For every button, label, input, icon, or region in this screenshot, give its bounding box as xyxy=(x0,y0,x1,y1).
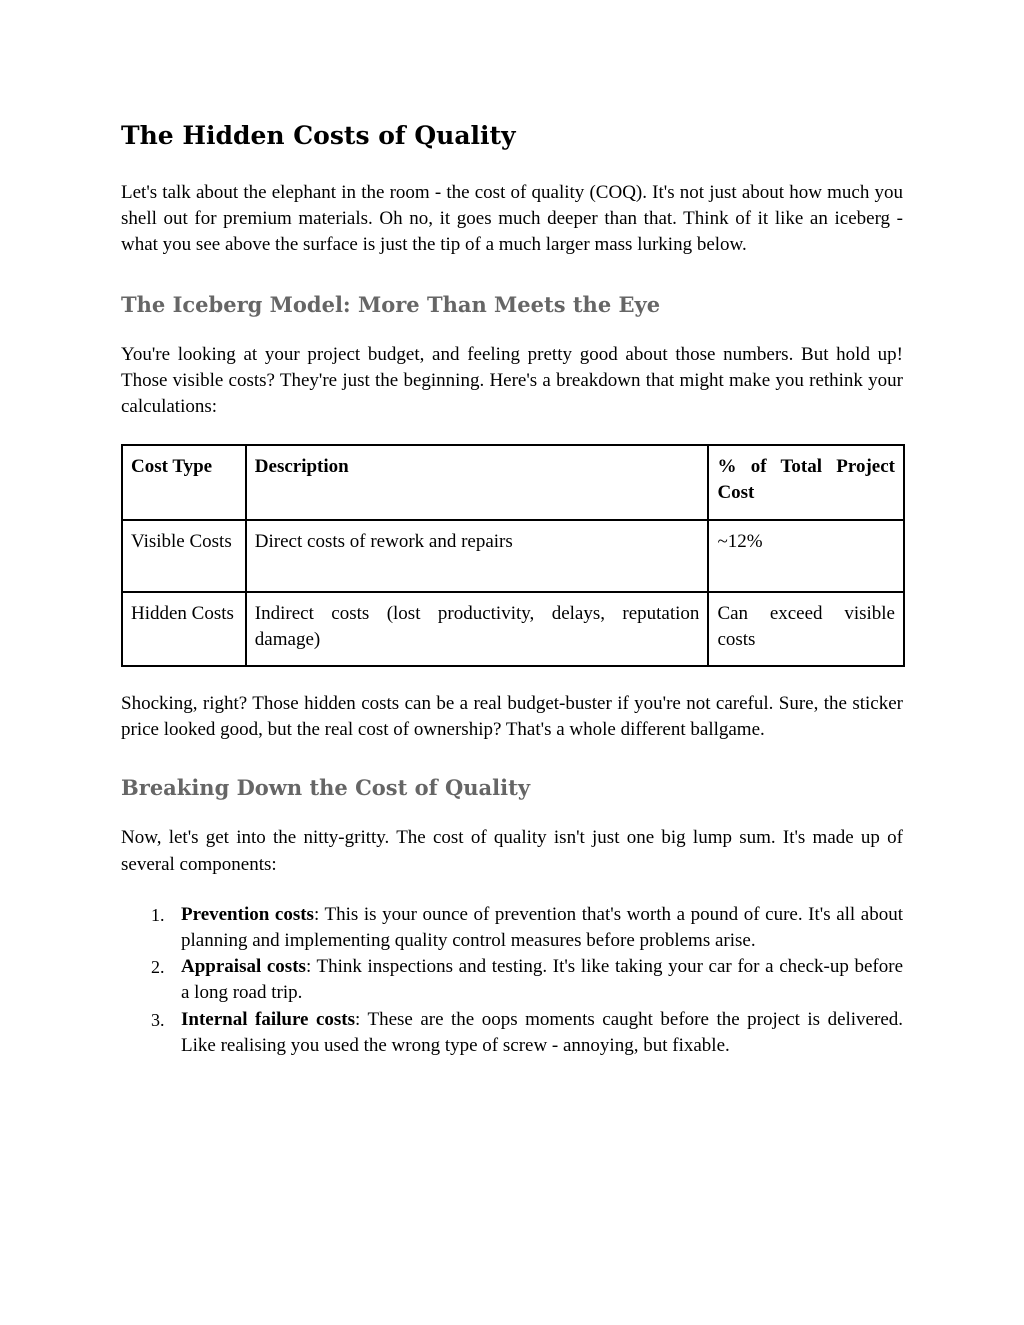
table-header-cell: Description xyxy=(246,445,709,519)
table-row xyxy=(122,520,904,592)
list-term: Prevention costs xyxy=(181,903,314,925)
list-number: 3. xyxy=(151,1009,165,1030)
list-number: 1. xyxy=(151,904,165,925)
table-cell: Direct costs of rework and repairs xyxy=(246,520,709,592)
after-table-paragraph: Shocking, right? Those hidden costs can be a real budget-buster if you're not careful. Sure, the sticker price looked good, but the real cost of ownership? That's a whole different ballgame. xyxy=(121,693,903,741)
cost-table xyxy=(121,444,905,667)
breaking-down-paragraph: Now, let's get into the nitty-gritty. The cost of quality isn't just one big lump sum. It's made up of several components: xyxy=(121,827,903,875)
table-header-cell: Cost Type xyxy=(122,445,246,519)
list-number: 2. xyxy=(151,957,165,978)
section-heading-iceberg: The Iceberg Model: More Than Meets the Eye xyxy=(121,291,661,317)
table-cell: Hidden Costs xyxy=(122,592,246,666)
table-cell: Can exceed visible costs xyxy=(708,592,904,666)
table-cell: Visible Costs xyxy=(122,520,246,592)
iceberg-paragraph: You're looking at your project budget, and feeling pretty good about those numbers. But hold up! Those visible costs? They're just the beginning. Here's a breakdown that might make you rethink your calculations: xyxy=(121,343,903,418)
list-item xyxy=(121,902,903,954)
document-page xyxy=(121,118,903,1059)
table-header-row xyxy=(122,445,904,519)
list-item xyxy=(121,954,903,1006)
cost-components-list xyxy=(121,902,903,1059)
section-heading-breaking-down: Breaking Down the Cost of Quality xyxy=(121,775,531,801)
table-row xyxy=(122,592,904,666)
table-header-cell: % of Total Project Cost xyxy=(708,445,904,519)
list-term: Internal failure costs xyxy=(181,1008,356,1030)
intro-paragraph: Let's talk about the elephant in the room - the cost of quality (COQ). It's not just about how much you shell out for premium materials. Oh no, it goes much deeper than that. Think of it like an iceberg - what you see above the surface is just the tip of a much larger mass lurking below. xyxy=(121,182,903,256)
list-text: : Think inspections and testing. It's like taking your car for a check-up before a long road trip. xyxy=(181,956,903,1004)
page-title: The Hidden Costs of Quality xyxy=(121,121,516,150)
list-term: Appraisal costs xyxy=(181,956,306,978)
table-cell: Indirect costs (lost productivity, delays, reputation damage) xyxy=(246,592,709,666)
table-cell: ~12% xyxy=(708,520,904,592)
list-text: : This is your ounce of prevention that's worth a pound of cure. It's all about planning and implementing quality control measures before problems arise. xyxy=(181,903,903,952)
list-item xyxy=(121,1007,903,1059)
list-text: : These are the oops moments caught before the project is delivered. Like realising you used the wrong type of screw - annoying, but fixable. xyxy=(181,1008,904,1056)
